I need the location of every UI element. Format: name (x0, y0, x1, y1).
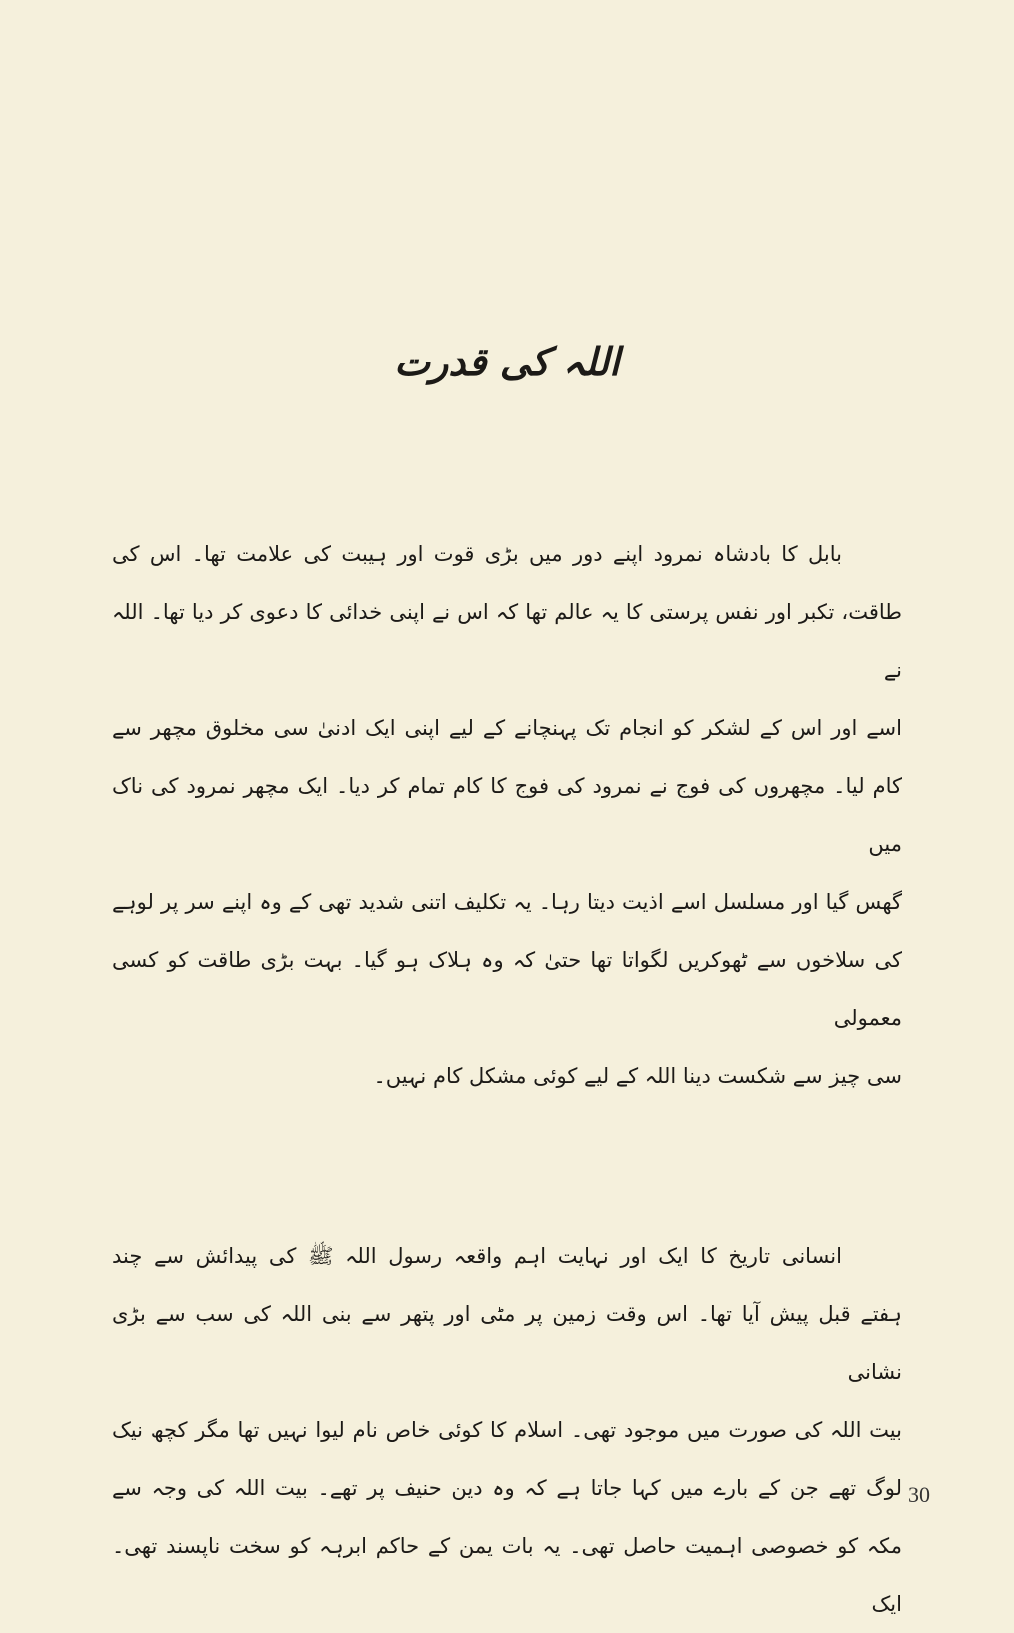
paragraph-2 (112, 1227, 902, 1633)
text-line: گھس گیا اور مسلسل اسے اذیت دیتا رہا۔ یہ تکلیف اتنی شدید تھی کے وہ اپنے سر پر لوہے (112, 890, 902, 914)
text-line: بیت اللہ کی صورت میں موجود تھی۔ اسلام کا کوئی خاص نام لیوا نہیں تھا مگر کچھ نیک (112, 1418, 902, 1442)
paragraph-1 (112, 525, 902, 1105)
text-line: انسانی تاریخ کا ایک اور نہایت اہم واقعہ رسول اللہ ﷺ کی پیدائش سے چند (112, 1244, 842, 1268)
text-line: طاقت، تکبر اور نفس پرستی کا یہ عالم تھا کہ اس نے اپنی خدائی کا دعوی کر دیا تھا۔ اللہ نے (112, 600, 902, 682)
text-line: ہفتے قبل پیش آیا تھا۔ اس وقت زمین پر مٹی اور پتھر سے بنی اللہ کی سب سے بڑی نشانی (112, 1302, 902, 1384)
text-line: لوگ تھے جن کے بارے میں کہا جاتا ہے کہ وہ دین حنیف پر تھے۔ بیت اللہ کی وجہ سے (112, 1476, 902, 1500)
text-line: سی چیز سے شکست دینا اللہ کے لیے کوئی مشکل کام نہیں۔ (373, 1064, 902, 1088)
text-line: مکہ کو خصوصی اہمیت حاصل تھی۔ یہ بات یمن کے حاکم ابرہہ کو سخت ناپسند تھی۔ ایک (112, 1534, 902, 1616)
text-line: اسے اور اس کے لشکر کو انجام تک پہنچانے کے لیے اپنی ایک ادنیٰ سی مخلوق مچھر سے (112, 716, 902, 740)
text-line: بابل کا بادشاہ نمرود اپنے دور میں بڑی قوت اور ہیبت کی علامت تھا۔ اس کی (112, 542, 842, 566)
page-number: 30 (908, 1482, 930, 1507)
chapter-title: اللہ کی قدرت (394, 340, 620, 384)
text-line: کی سلاخوں سے ٹھوکریں لگواتا تھا حتیٰ کہ وہ ہلاک ہو گیا۔ بہت بڑی طاقت کو کسی معمولی (112, 948, 902, 1030)
text-line: کام لیا۔ مچھروں کی فوج نے نمرود کی فوج کا کام تمام کر دیا۔ ایک مچھر نمرود کی ناک میں (112, 774, 902, 856)
